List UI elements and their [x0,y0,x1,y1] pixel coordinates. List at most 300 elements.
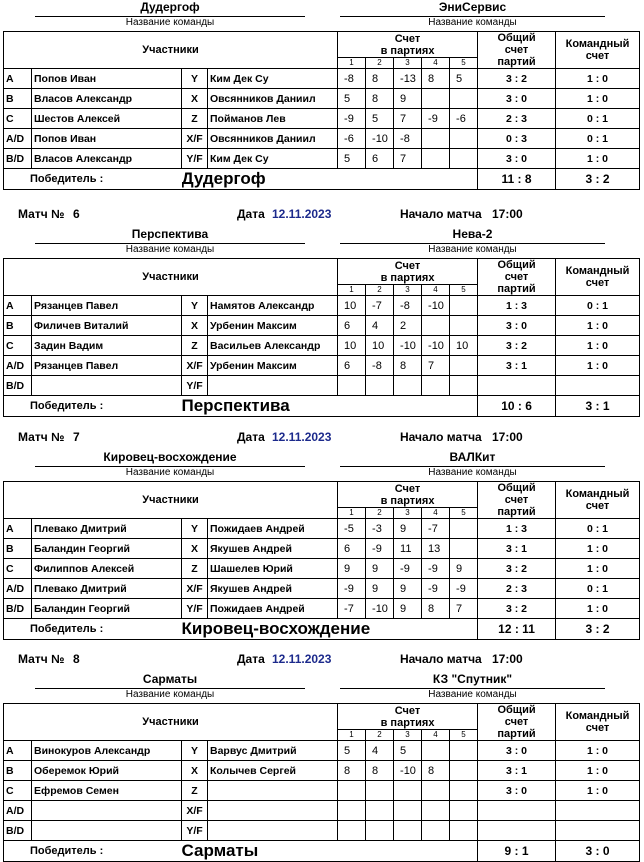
set-score [394,781,422,801]
winner-team-total: 3 : 2 [556,169,640,190]
set-score: 8 [422,761,450,781]
set-score [394,801,422,821]
set-score: 9 [394,599,422,619]
set-score: 5 [366,109,394,129]
team1-name: Перспектива [35,227,305,244]
winner-total-sets: 12 : 11 [478,619,556,640]
team-score: 0 : 1 [556,129,640,149]
game-code: B [4,761,32,781]
total-sets-score [478,821,556,841]
winner-team-name: Кировец-восхождение [182,619,478,640]
set-score: -9 [422,109,450,129]
set-score: -7 [366,296,394,316]
table-row [4,356,640,376]
team-score [556,376,640,396]
team2-name: ЭниСервис [340,0,605,17]
winner-row [4,841,640,862]
set-score: -9 [422,559,450,579]
set-score: -10 [422,296,450,316]
total-sets-score: 3 : 0 [478,741,556,761]
total-header-line3: партий [497,283,536,295]
total-sets-score: 0 : 3 [478,129,556,149]
set-score: -5 [338,519,366,539]
game-code: C [4,336,32,356]
match-header [0,205,644,223]
total-header-line2: счет [504,44,529,56]
table-row [4,519,640,539]
player2-name: Урбенин Максим [208,356,338,376]
table-row [4,336,640,356]
set-score: 5 [338,741,366,761]
set-score: -9 [394,559,422,579]
match-number: 6 [73,207,80,221]
player1-name: Шестов Алексей [32,109,182,129]
sets-header [338,482,478,508]
set-number: 4 [422,730,450,741]
opponent-code: Y [182,741,208,761]
set-score [422,741,450,761]
set-score [450,316,478,336]
start-value: 17:00 [492,430,523,444]
player1-name: Рязанцев Павел [32,296,182,316]
winner-row [4,619,640,640]
team-score-header-line2: счет [585,50,610,62]
set-score: -10 [394,761,422,781]
set-score: -6 [338,129,366,149]
table-row [4,296,640,316]
total-sets-score [478,801,556,821]
sets-header-line2: в партиях [380,44,435,57]
opponent-code: Y [182,519,208,539]
set-score [422,316,450,336]
player1-name: Задин Вадим [32,336,182,356]
match-label: Матч № [18,207,65,221]
total-header-line3: партий [497,728,536,740]
set-score: -9 [338,579,366,599]
table-row [4,599,640,619]
game-code: B/D [4,376,32,396]
participants-header: Участники [4,482,338,519]
player2-name: Овсянников Даниил [208,89,338,109]
set-number: 1 [338,58,366,69]
total-sets-score: 3 : 0 [478,316,556,336]
set-score [422,149,450,169]
game-code: A/D [4,579,32,599]
player2-name [208,376,338,396]
winner-total-sets: 11 : 8 [478,169,556,190]
set-score [422,821,450,841]
winner-label: Победитель : [4,396,182,417]
set-score [450,741,478,761]
set-score [366,801,394,821]
total-header-line2: счет [504,271,529,283]
set-score: -7 [338,599,366,619]
set-score: 9 [366,579,394,599]
date-label: Дата [237,652,265,666]
team-score: 1 : 0 [556,149,640,169]
set-score [450,149,478,169]
sets-header-line1: Счет [394,259,421,272]
player1-name: Баландин Георгий [32,539,182,559]
player1-name: Попов Иван [32,129,182,149]
set-score: -13 [394,69,422,89]
opponent-code: X/F [182,129,208,149]
set-number: 2 [366,58,394,69]
player1-name: Ефремов Семен [32,781,182,801]
game-code: B/D [4,599,32,619]
table-row [4,129,640,149]
opponent-code: X [182,539,208,559]
set-score: -9 [338,109,366,129]
game-code: A [4,519,32,539]
winner-team-total: 3 : 0 [556,841,640,862]
set-number: 4 [422,285,450,296]
total-sets-score: 3 : 0 [478,89,556,109]
total-sets-score: 1 : 3 [478,296,556,316]
total-sets-header [478,482,556,519]
set-score: 4 [366,316,394,336]
set-score: 10 [338,296,366,316]
teams-row [0,227,644,257]
player2-name: Якушев Андрей [208,539,338,559]
set-score: 8 [366,69,394,89]
game-code: C [4,559,32,579]
player2-name: Пожидаев Андрей [208,519,338,539]
player2-name: Ким Дек Су [208,149,338,169]
team-score: 1 : 0 [556,336,640,356]
start-label: Начало матча [400,207,482,221]
opponent-code: Y [182,296,208,316]
set-number: 1 [338,285,366,296]
table-row [4,89,640,109]
set-score: 5 [338,149,366,169]
set-score: -8 [338,69,366,89]
table-row [4,109,640,129]
set-score: -8 [394,296,422,316]
date-label: Дата [237,430,265,444]
team-score: 1 : 0 [556,89,640,109]
match-number: 8 [73,652,80,666]
set-score [450,376,478,396]
opponent-code: Z [182,781,208,801]
total-header-line1: Общий [497,482,536,494]
date-value: 12.11.2023 [272,207,332,221]
set-score: 8 [422,599,450,619]
set-score: 7 [394,109,422,129]
set-score: -10 [422,336,450,356]
set-number: 5 [450,508,478,519]
team-score-header-line1: Командный [565,488,630,500]
set-score: 5 [394,741,422,761]
total-sets-score [478,376,556,396]
score-table [3,481,640,640]
set-number: 3 [394,285,422,296]
team1-name: Кировец-восхождение [35,450,305,467]
set-score: 10 [366,336,394,356]
team-name-caption: Название команды [428,689,517,700]
team-score-header-line1: Командный [565,710,630,722]
game-code: A/D [4,129,32,149]
total-header-line3: партий [497,56,536,68]
total-sets-score: 3 : 2 [478,559,556,579]
winner-total-sets: 9 : 1 [478,841,556,862]
game-code: B [4,539,32,559]
winner-row [4,396,640,417]
set-score: -3 [366,519,394,539]
player2-name [208,781,338,801]
set-number: 5 [450,730,478,741]
total-sets-header [478,32,556,69]
team-name-caption: Название команды [428,467,517,478]
winner-label: Победитель : [4,169,182,190]
set-score [422,129,450,149]
team-name-caption: Название команды [428,17,517,28]
team-score-header [556,482,640,519]
set-score: -10 [394,336,422,356]
player2-name: Ким Дек Су [208,69,338,89]
opponent-code: Z [182,336,208,356]
team-score: 1 : 0 [556,356,640,376]
set-score: 8 [338,761,366,781]
set-score: 6 [338,316,366,336]
set-score [450,89,478,109]
winner-team-name: Дудергоф [182,169,478,190]
winner-team-name: Перспектива [182,396,478,417]
winner-label: Победитель : [4,619,182,640]
set-number: 2 [366,285,394,296]
game-code: A [4,741,32,761]
start-label: Начало матча [400,652,482,666]
table-row [4,821,640,841]
match-header [0,650,644,668]
player1-name: Филичев Виталий [32,316,182,336]
total-sets-header [478,704,556,741]
player1-name: Рязанцев Павел [32,356,182,376]
set-score [366,376,394,396]
team-score [556,801,640,821]
sets-header-line1: Счет [394,704,421,717]
player1-name: Баландин Георгий [32,599,182,619]
table-row [4,579,640,599]
total-header-line2: счет [504,716,529,728]
winner-team-total: 3 : 1 [556,396,640,417]
team1-name: Дудергоф [35,0,305,17]
player2-name: Намятов Александр [208,296,338,316]
set-score: 6 [338,356,366,376]
set-score: 7 [450,599,478,619]
game-code: A/D [4,356,32,376]
set-score: 9 [366,559,394,579]
winner-team-name: Сарматы [182,841,478,862]
team2-name: КЗ "Спутник" [340,672,605,689]
opponent-code: Y/F [182,149,208,169]
set-number: 3 [394,730,422,741]
table-row [4,539,640,559]
table-row [4,781,640,801]
opponent-code: X [182,761,208,781]
team-score: 1 : 0 [556,316,640,336]
team2-name: ВАЛКит [340,450,605,467]
set-score [422,801,450,821]
match-header [0,428,644,446]
opponent-code: X [182,316,208,336]
set-score [366,781,394,801]
player2-name: Урбенин Максим [208,316,338,336]
set-score: -9 [366,539,394,559]
team-name-caption: Название команды [125,17,215,28]
match-number: 7 [73,430,80,444]
set-number: 2 [366,508,394,519]
sets-header-line2: в партиях [380,494,435,507]
set-score [450,801,478,821]
opponent-code: Y/F [182,599,208,619]
opponent-code: Y/F [182,821,208,841]
game-code: B/D [4,821,32,841]
set-score [338,376,366,396]
total-sets-score: 3 : 0 [478,781,556,801]
set-score: -8 [394,129,422,149]
table-row [4,316,640,336]
team-name-caption: Название команды [125,467,215,478]
total-header-line1: Общий [497,259,536,271]
player2-name: Васильев Александр [208,336,338,356]
winner-total-sets: 10 : 6 [478,396,556,417]
player1-name: Филиппов Алексей [32,559,182,579]
game-code: A [4,69,32,89]
set-score [394,376,422,396]
set-score: 4 [366,741,394,761]
player2-name: Колычев Сергей [208,761,338,781]
team-score-header-line1: Командный [565,38,630,50]
game-code: B [4,89,32,109]
opponent-code: Z [182,109,208,129]
team-score: 1 : 0 [556,761,640,781]
total-sets-score: 3 : 2 [478,599,556,619]
sets-header-line2: в партиях [380,716,435,729]
set-score [394,821,422,841]
team-name-caption: Название команды [125,244,215,255]
sets-header [338,259,478,285]
player2-name: Шашелев Юрий [208,559,338,579]
set-score: 5 [338,89,366,109]
team-name-caption: Название команды [125,689,215,700]
set-number: 4 [422,58,450,69]
team-score: 0 : 1 [556,296,640,316]
player2-name: Пойманов Лев [208,109,338,129]
total-sets-score: 3 : 2 [478,336,556,356]
player1-name: Власов Александр [32,149,182,169]
set-score [338,821,366,841]
winner-team-total: 3 : 2 [556,619,640,640]
set-score [450,539,478,559]
set-score: 8 [366,89,394,109]
player1-name [32,801,182,821]
team-score-header-line2: счет [585,500,610,512]
set-score: -9 [450,579,478,599]
set-number: 5 [450,58,478,69]
set-score: 9 [450,559,478,579]
player2-name [208,821,338,841]
sets-header-line1: Счет [394,32,421,45]
set-number: 1 [338,508,366,519]
set-number: 1 [338,730,366,741]
set-score: 6 [366,149,394,169]
teams-row [0,450,644,480]
player1-name: Оберемок Юрий [32,761,182,781]
team-score-header-line2: счет [585,722,610,734]
set-number: 4 [422,508,450,519]
sets-header-line2: в партиях [380,271,435,284]
total-sets-score: 3 : 1 [478,539,556,559]
total-sets-score: 2 : 3 [478,579,556,599]
player2-name: Варвус Дмитрий [208,741,338,761]
team-score [556,821,640,841]
set-score: 11 [394,539,422,559]
player1-name: Винокуров Александр [32,741,182,761]
participants-header: Участники [4,704,338,741]
set-score: -8 [366,356,394,376]
table-row [4,559,640,579]
team-score-header [556,32,640,69]
set-score [450,761,478,781]
set-score: -9 [422,579,450,599]
opponent-code: X [182,89,208,109]
set-score: 9 [394,579,422,599]
game-code: A [4,296,32,316]
total-sets-score: 1 : 3 [478,519,556,539]
team-score: 0 : 1 [556,109,640,129]
player1-name [32,821,182,841]
team-name-caption: Название команды [428,244,517,255]
set-score: 7 [394,149,422,169]
score-table [3,703,640,862]
opponent-code: Y/F [182,376,208,396]
team-score: 0 : 1 [556,519,640,539]
team-score-header-line2: счет [585,277,610,289]
set-score: 10 [450,336,478,356]
table-row [4,376,640,396]
set-score [338,801,366,821]
set-score: -10 [366,599,394,619]
sets-header [338,32,478,58]
set-number: 5 [450,285,478,296]
total-sets-score: 3 : 1 [478,356,556,376]
player1-name: Плевако Дмитрий [32,579,182,599]
player2-name [208,801,338,821]
opponent-code: Y [182,69,208,89]
total-sets-header [478,259,556,296]
date-value: 12.11.2023 [272,652,332,666]
opponent-code: X/F [182,356,208,376]
winner-label: Победитель : [4,841,182,862]
team1-name: Сарматы [35,672,305,689]
score-table [3,31,640,190]
team-score: 1 : 0 [556,781,640,801]
opponent-code: Z [182,559,208,579]
participants-header: Участники [4,259,338,296]
set-score [422,89,450,109]
sets-header-line1: Счет [394,482,421,495]
game-code: B/D [4,149,32,169]
table-row [4,761,640,781]
set-score: 9 [394,519,422,539]
set-score: -6 [450,109,478,129]
set-score: -7 [422,519,450,539]
player2-name: Овсянников Даниил [208,129,338,149]
table-row [4,149,640,169]
match-label: Матч № [18,430,65,444]
team-score: 1 : 0 [556,741,640,761]
